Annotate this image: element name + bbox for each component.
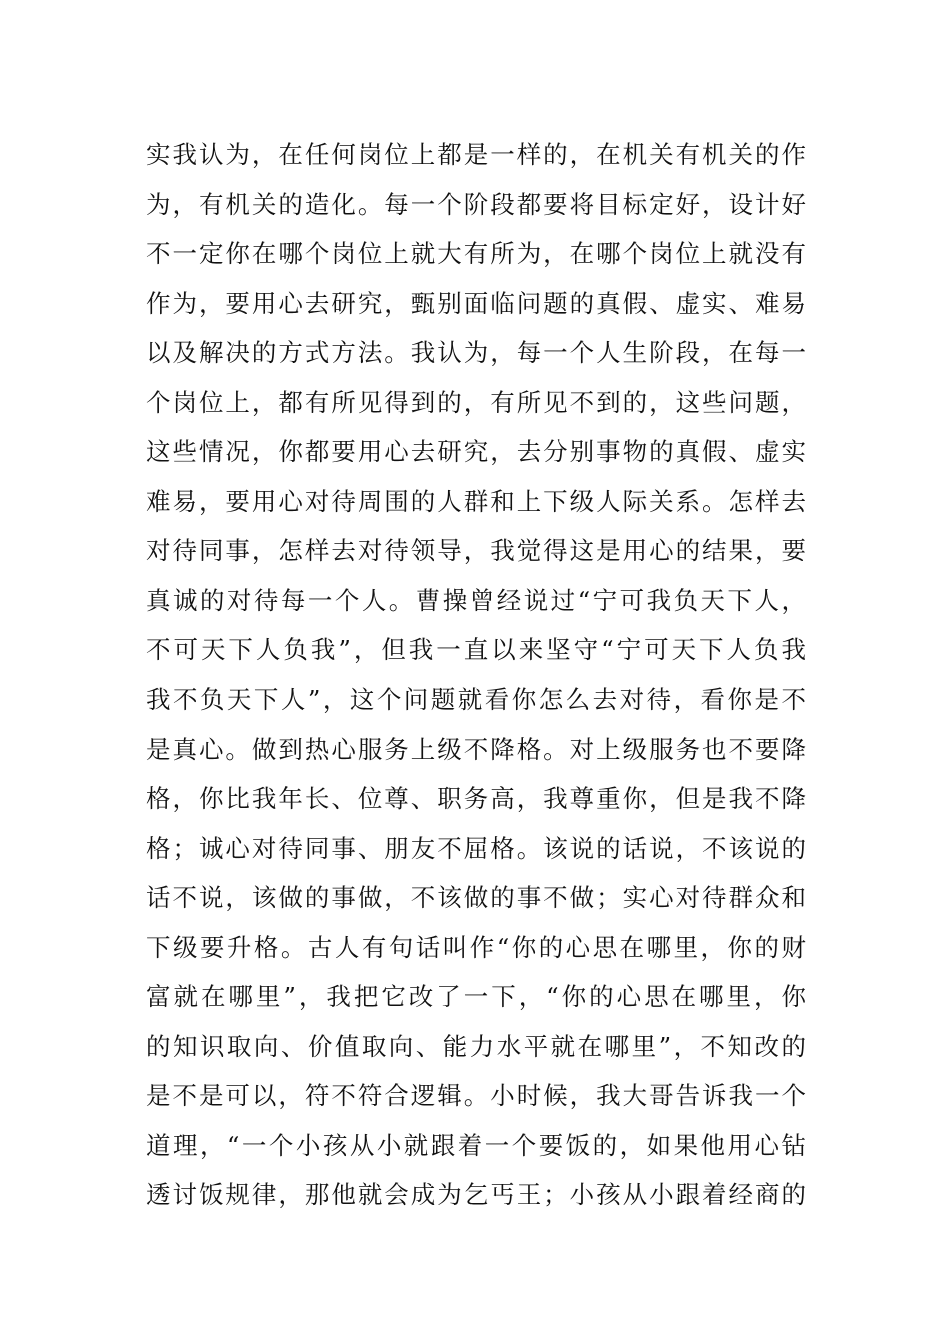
text-line-20: 是不是可以，符不符合逻辑。小时候，我大哥告诉我一个 [146, 1081, 806, 1111]
text-line-6: 个岗位上，都有所见得到的，有所见不到的，这些问题， [146, 387, 806, 417]
text-line-7: 这些情况，你都要用心去研究，去分别事物的真假、虚实 [146, 437, 806, 467]
text-line-19: 的知识取向、价值取向、能力水平就在哪里”，不知改的 [146, 1031, 806, 1061]
text-line-10: 真诚的对待每一个人。曹操曾经说过“宁可我负天下人， [146, 585, 806, 615]
text-line-8: 难易，要用心对待周围的人群和上下级人际关系。怎样去 [146, 486, 806, 516]
text-line-22: 透讨饭规律，那他就会成为乞丐王；小孩从小跟着经商的 [146, 1180, 806, 1210]
text-line-18: 富就在哪里”，我把它改了一下，“你的心思在哪里，你 [146, 982, 806, 1012]
text-line-14: 格，你比我年长、位尊、职务高，我尊重你，但是我不降 [146, 784, 806, 814]
text-line-16: 话不说，该做的事做，不该做的事不做；实心对待群众和 [146, 883, 806, 913]
text-line-4: 作为，要用心去研究，甄别面临问题的真假、虚实、难易 [146, 288, 806, 318]
text-line-21: 道理，“一个小孩从小就跟着一个要饭的，如果他用心钻 [146, 1130, 806, 1160]
text-line-13: 是真心。做到热心服务上级不降格。对上级服务也不要降 [146, 734, 806, 764]
text-line-2: 为，有机关的造化。每一个阶段都要将目标定好，设计好 [146, 189, 806, 219]
text-line-5: 以及解决的方式方法。我认为，每一个人生阶段，在每一 [146, 338, 806, 368]
body-text [146, 130, 806, 1220]
text-line-11: 不可天下人负我”，但我一直以来坚守“宁可天下人负我 [146, 635, 806, 665]
text-line-17: 下级要升格。古人有句话叫作“你的心思在哪里，你的财 [146, 932, 806, 962]
text-line-1: 实我认为，在任何岗位上都是一样的，在机关有机关的作 [146, 140, 806, 169]
text-line-3: 不一定你在哪个岗位上就大有所为，在哪个岗位上就没有 [146, 239, 806, 269]
text-line-12: 我不负天下人”，这个问题就看你怎么去对待，看你是不 [146, 685, 806, 715]
text-line-15: 格；诚心对待同事、朋友不屈格。该说的话说，不该说的 [146, 833, 806, 863]
text-line-9: 对待同事，怎样去对待领导，我觉得这是用心的结果，要 [146, 536, 806, 566]
